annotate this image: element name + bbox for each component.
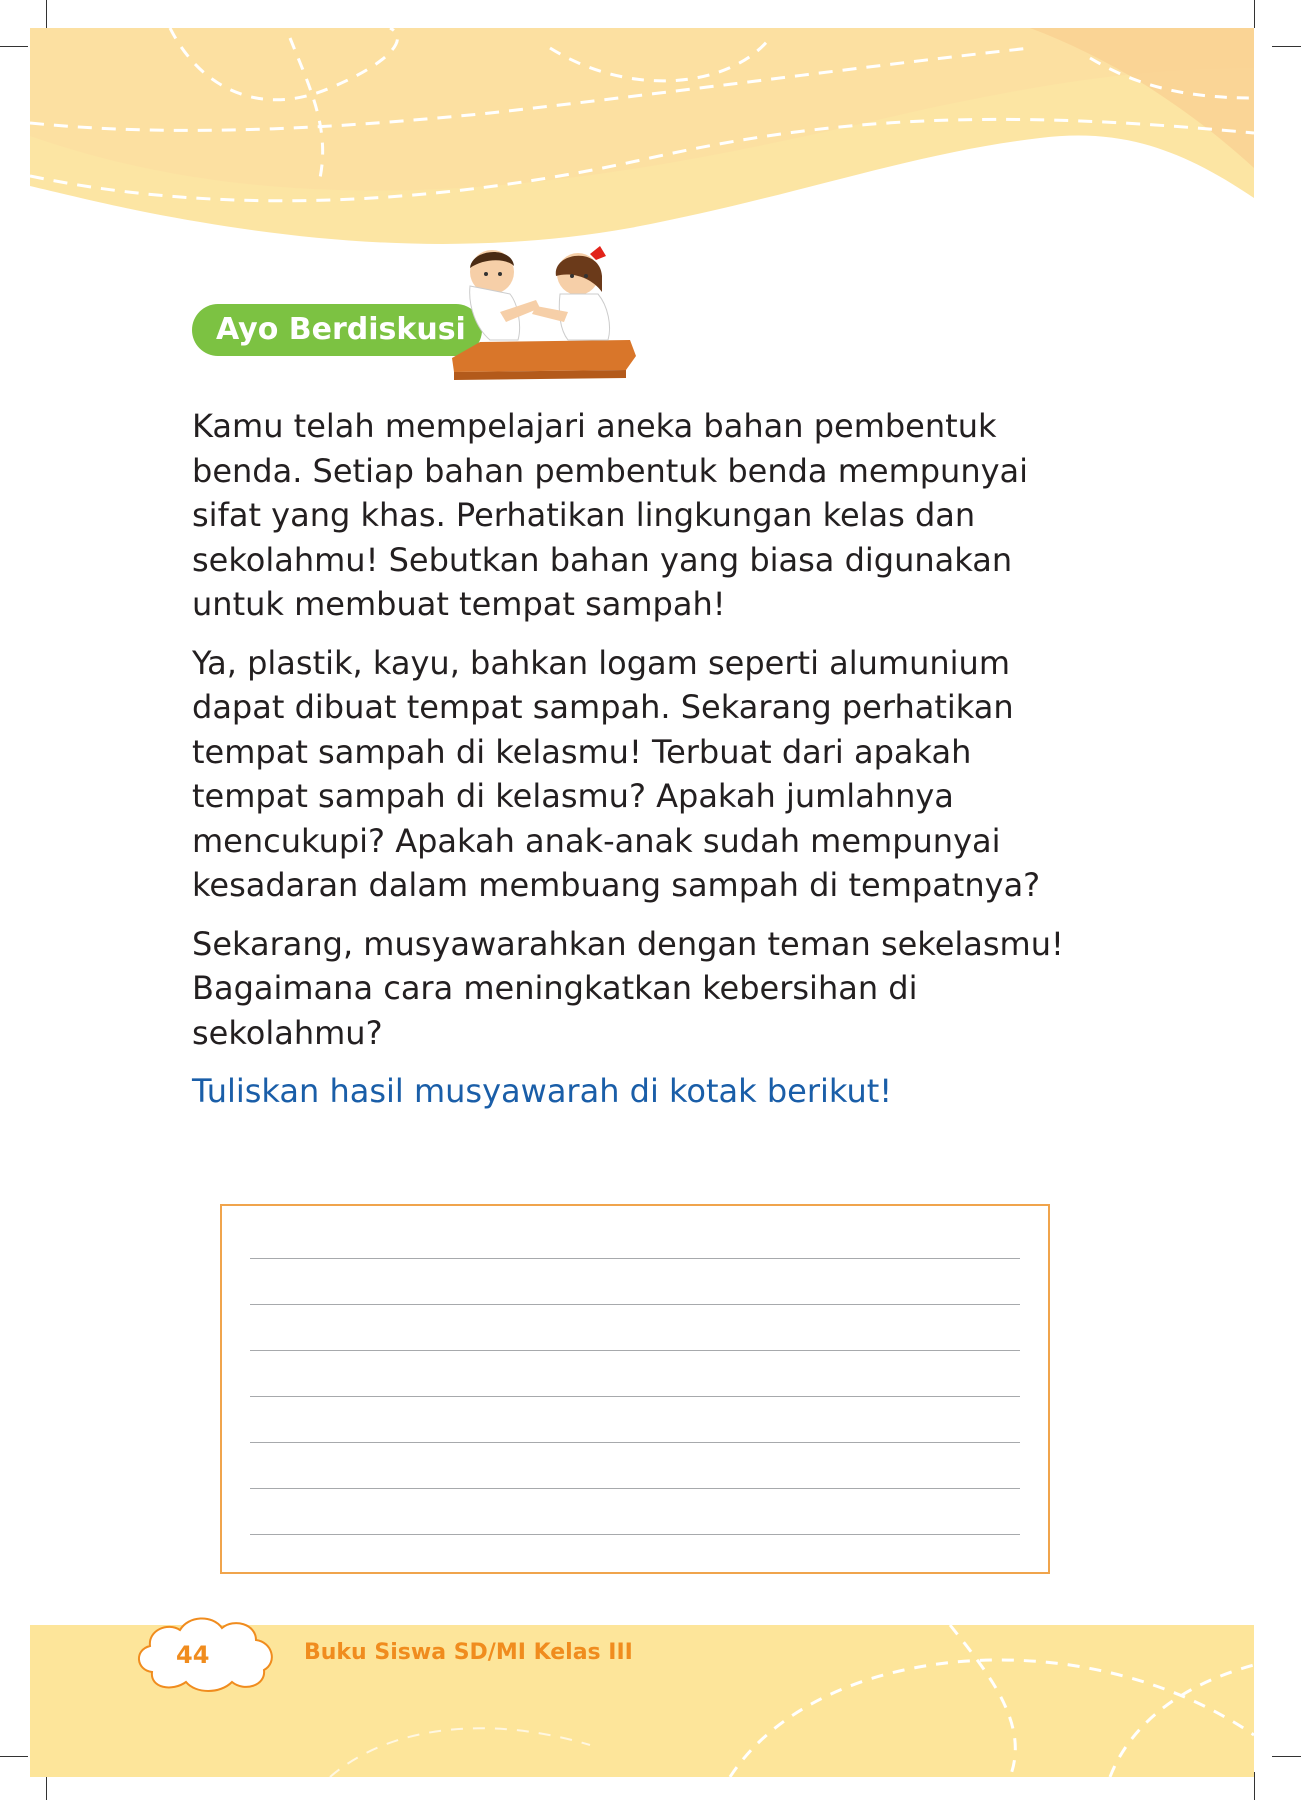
book-title: Buku Siswa SD/MI Kelas III bbox=[304, 1640, 633, 1665]
writing-line bbox=[250, 1304, 1020, 1305]
crop-mark bbox=[46, 0, 47, 28]
crop-mark bbox=[0, 1756, 28, 1757]
crop-mark bbox=[1272, 46, 1301, 47]
body-text bbox=[192, 404, 1092, 1128]
crop-mark bbox=[1272, 1756, 1301, 1757]
writing-line bbox=[250, 1350, 1020, 1351]
discussion-badge-label: Ayo Berdiskusi bbox=[216, 312, 466, 347]
writing-line bbox=[250, 1488, 1020, 1489]
paragraph: Ya, plastik, kayu, bahkan logam seperti alumunium dapat dibuat tempat sampah. Sekarang perhatikan tempat sampah di kelasmu! Terbuat dari apakah tempat sampah di kelasmu? Apakah jumlahnya mencukupi? Apakah anak-anak sudah mempunyai kesadaran dalam membuang sampah di tempatnya? bbox=[192, 643, 1041, 904]
paragraph: Kamu telah mempelajari aneka bahan pembentuk benda. Setiap bahan pembentuk benda mempunyai sifat yang khas. Perhatikan lingkungan kelas dan sekolahmu! Sebutkan bahan yang biasa digunakan untuk membuat tempat sampah! bbox=[192, 407, 1029, 623]
instruction-text: Tuliskan hasil musyawarah di kotak berikut! bbox=[192, 1072, 893, 1110]
writing-line bbox=[250, 1258, 1020, 1259]
writing-line bbox=[250, 1396, 1020, 1397]
answer-box[interactable] bbox=[220, 1204, 1050, 1574]
crop-mark bbox=[0, 46, 28, 47]
writing-line bbox=[250, 1442, 1020, 1443]
discussion-children-illustration bbox=[440, 246, 640, 384]
page-number: 44 bbox=[176, 1641, 210, 1669]
crop-mark bbox=[1254, 1772, 1255, 1800]
writing-line bbox=[250, 1534, 1020, 1535]
header-decoration bbox=[30, 28, 1254, 258]
paragraph: Sekarang, musyawarahkan dengan teman sekelasmu! Bagaimana cara meningkatkan kebersihan di sekolahmu? bbox=[192, 924, 1064, 1052]
crop-mark bbox=[1254, 0, 1255, 28]
